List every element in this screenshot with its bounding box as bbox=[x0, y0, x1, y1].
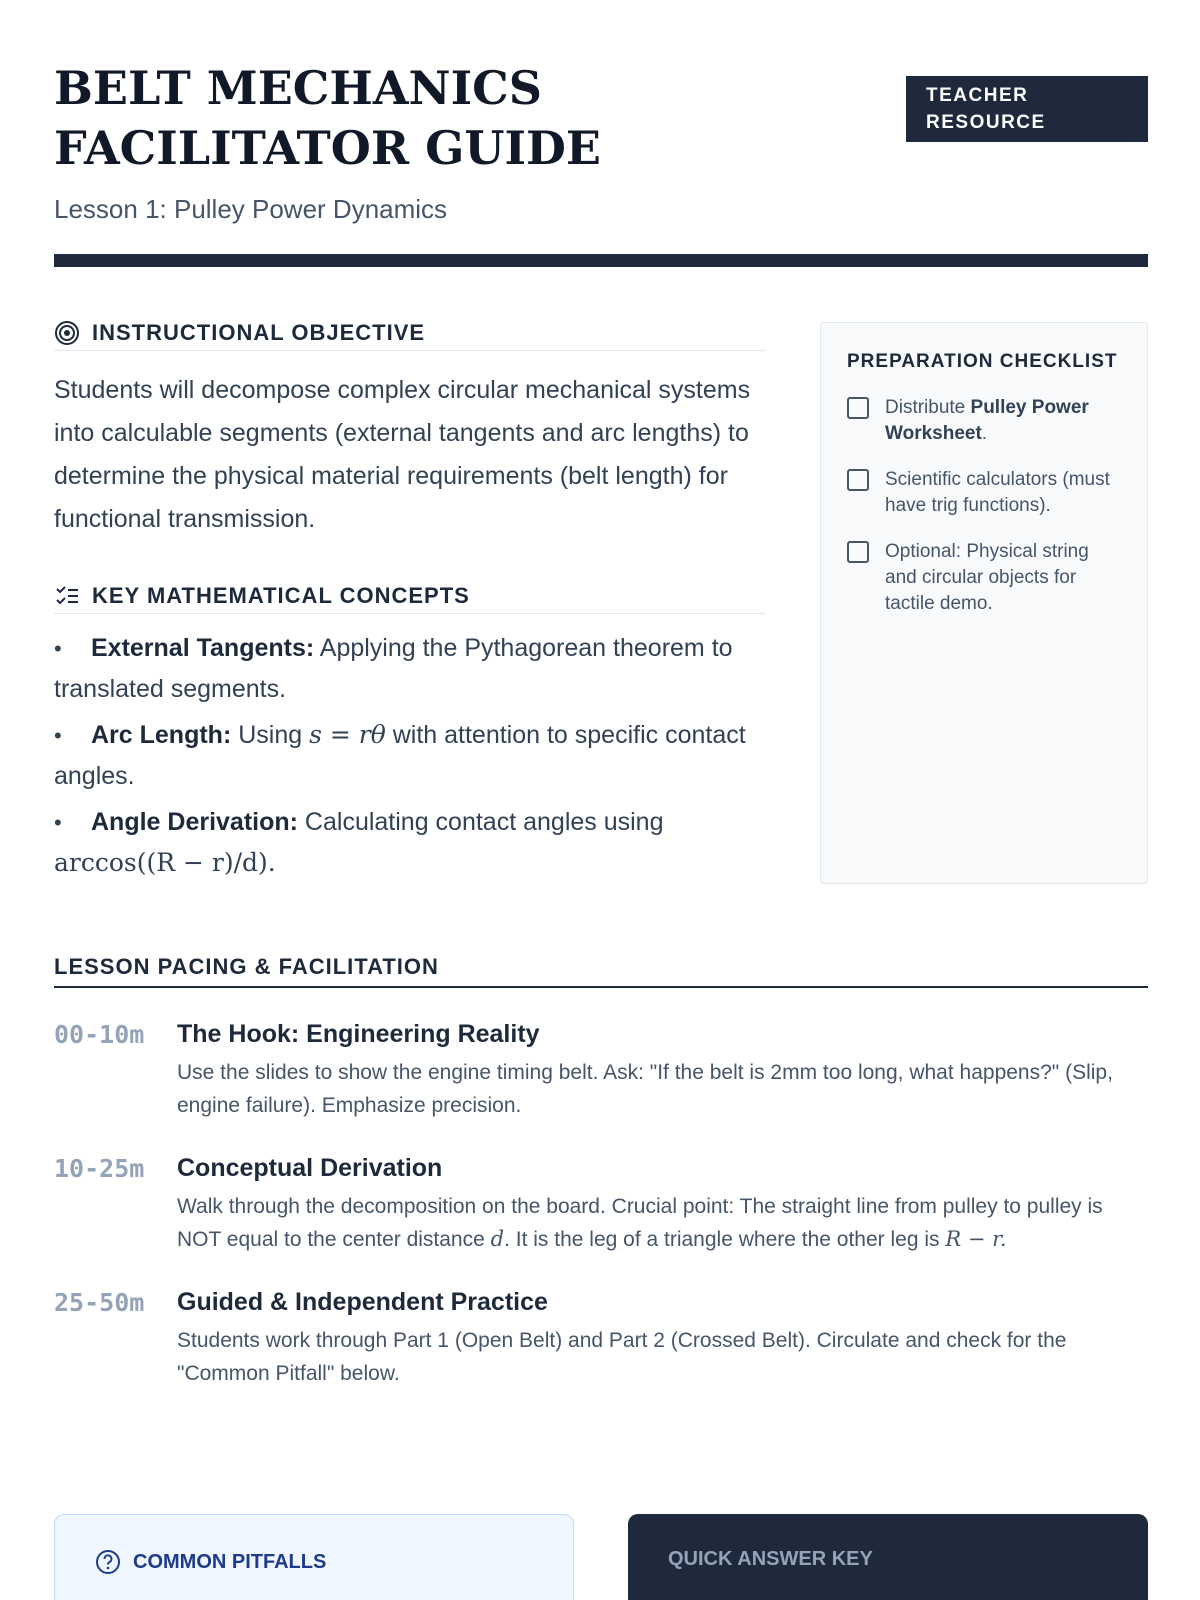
checklist-item[interactable] bbox=[847, 395, 1121, 447]
checklist-item[interactable] bbox=[847, 467, 1121, 519]
concepts-heading bbox=[54, 583, 766, 614]
concept-term: Arc Length: bbox=[91, 721, 232, 749]
pacing-time: 00-10m bbox=[54, 1020, 145, 1049]
list-item: • Arc Length: Using s = rθ with attention to specific contact angles. bbox=[54, 720, 746, 790]
pacing-row bbox=[54, 1018, 1148, 1122]
checklist-text-bold: Pulley Power Worksheet bbox=[885, 397, 1089, 444]
objective-heading-label: INSTRUCTIONAL OBJECTIVE bbox=[92, 320, 426, 345]
checklist-heading: PREPARATION CHECKLIST bbox=[847, 351, 1118, 372]
concept-text: Calculating contact angles using bbox=[297, 808, 664, 836]
pacing-title: Guided & Independent Practice bbox=[177, 1288, 548, 1316]
header bbox=[54, 58, 1148, 225]
inline-formula: d bbox=[490, 1227, 505, 1251]
inline-formula: R − r. bbox=[945, 1227, 1007, 1251]
objective-text: Students will decompose complex circular mechanical systems into calculable segments (external tangents and arc lengths) to determine the physical material requirements (belt length) for functional transmission. bbox=[54, 376, 751, 533]
pacing-description: Walk through the decomposition on the board. Crucial point: The straight line from pulley to pulley is NOT equal to the center distance d. It is the leg of a triangle where the other leg is R − r. bbox=[177, 1195, 1103, 1251]
checkbox[interactable] bbox=[847, 469, 869, 491]
page-title: BELT MECHANICS FACILITATOR GUIDE bbox=[54, 61, 601, 175]
concept-list bbox=[54, 628, 766, 883]
concept-term: External Tangents: bbox=[91, 634, 315, 662]
pacing-description: Students work through Part 1 (Open Belt) and Part 2 (Crossed Belt). Circulate and check for the "Common Pitfall" below. bbox=[177, 1329, 1067, 1385]
pacing-title: The Hook: Engineering Reality bbox=[177, 1020, 540, 1048]
pacing-description: Use the slides to show the engine timing belt. Ask: "If the belt is 2mm too long, what happens?" (Slip, engine failure). Emphasize precision. bbox=[177, 1061, 1113, 1117]
preparation-checklist bbox=[820, 322, 1148, 884]
pacing-row bbox=[54, 1152, 1148, 1256]
objective-heading bbox=[54, 320, 766, 351]
lesson-pacing bbox=[54, 954, 1148, 1390]
pacing-row bbox=[54, 1286, 1148, 1390]
pacing-heading: LESSON PACING & FACILITATION bbox=[54, 954, 1148, 988]
concept-text: with attention to specific contact angles. bbox=[54, 721, 746, 790]
checklist-text: Optional: Physical string and circular objects for tactile demo. bbox=[885, 541, 1089, 614]
checkbox[interactable] bbox=[847, 397, 869, 419]
main-column bbox=[54, 320, 766, 889]
pacing-title: Conceptual Derivation bbox=[177, 1154, 443, 1182]
pacing-time: 25-50m bbox=[54, 1288, 145, 1317]
checklist-text: Scientific calculators (must have trig functions). bbox=[885, 469, 1110, 516]
common-pitfalls-card bbox=[54, 1514, 574, 1600]
concept-formula: s = rθ bbox=[309, 720, 386, 749]
concept-formula: arccos((R − r)/d). bbox=[54, 848, 276, 877]
concept-term: Angle Derivation: bbox=[91, 808, 298, 836]
pacing-time: 10-25m bbox=[54, 1154, 145, 1183]
checklist-text: Distribute bbox=[885, 397, 971, 418]
checklist-item[interactable] bbox=[847, 539, 1121, 617]
list-item: • Angle Derivation: Calculating contact angles using arccos((R − r)/d). bbox=[54, 808, 664, 877]
teacher-resource-badge: TEACHER RESOURCE bbox=[906, 76, 1148, 142]
concept-text: Using bbox=[231, 721, 310, 749]
checklist-text: . bbox=[981, 423, 988, 444]
list-item: • External Tangents: Applying the Pythagorean theorem to translated segments. bbox=[54, 634, 733, 703]
checklist-icon bbox=[54, 583, 80, 609]
header-divider bbox=[54, 254, 1148, 267]
pitfalls-label: COMMON PITFALLS bbox=[133, 1550, 327, 1573]
quick-answer-key-card bbox=[628, 1514, 1148, 1600]
question-circle-icon bbox=[95, 1549, 121, 1575]
concepts-heading-label: KEY MATHEMATICAL CONCEPTS bbox=[92, 583, 470, 608]
concept-text: Applying the Pythagorean theorem to translated segments. bbox=[54, 634, 733, 703]
target-icon bbox=[54, 320, 80, 346]
answer-key-label: QUICK ANSWER KEY bbox=[668, 1548, 873, 1570]
checkbox[interactable] bbox=[847, 541, 869, 563]
lesson-subtitle: Lesson 1: Pulley Power Dynamics bbox=[54, 194, 448, 224]
